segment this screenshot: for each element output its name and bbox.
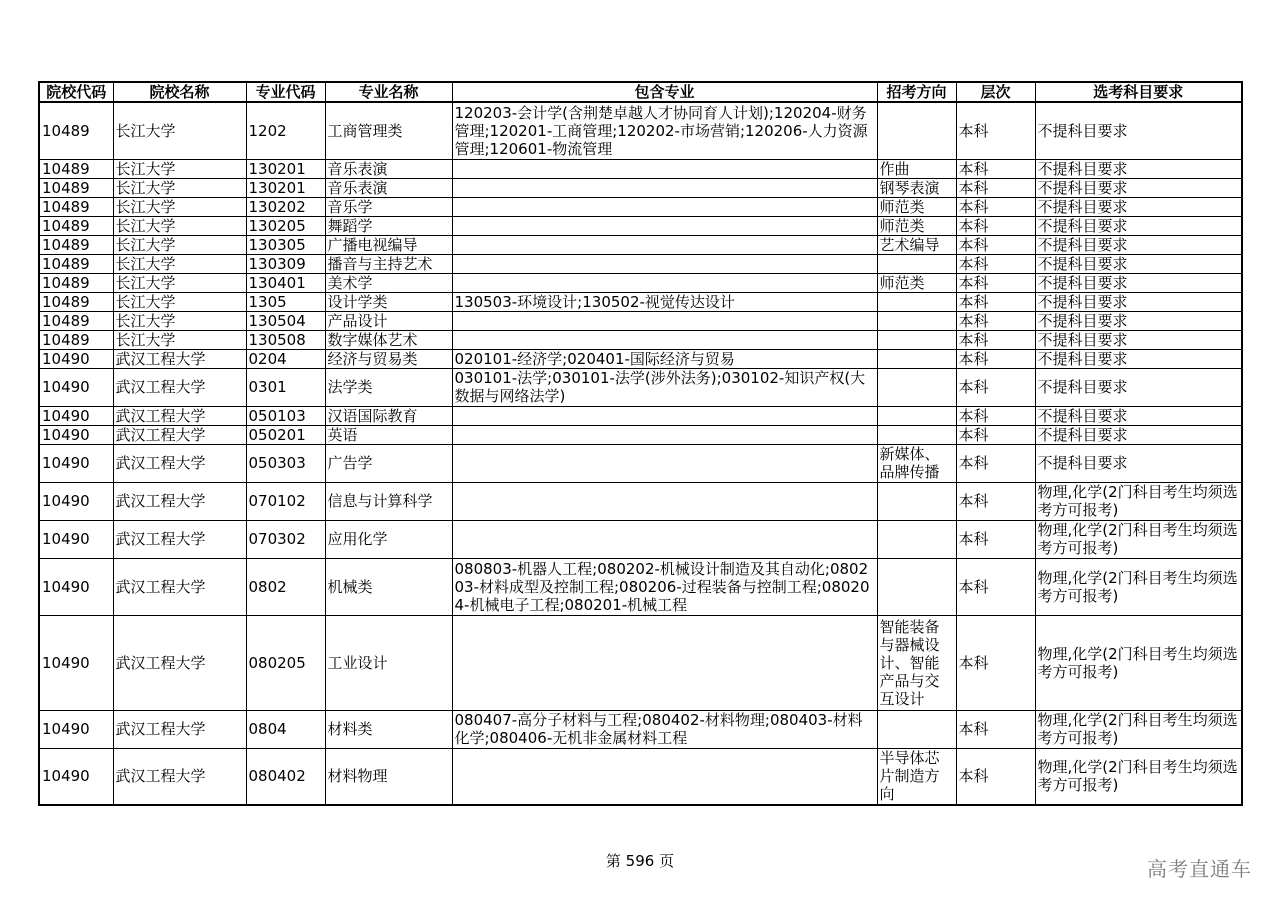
cell-school-code: 10490 bbox=[39, 482, 113, 520]
cell-included-majors bbox=[452, 273, 877, 292]
cell-subject-requirement: 物理,化学(2门科目考生均须选考方可报考) bbox=[1035, 710, 1242, 748]
table-row bbox=[39, 197, 1242, 216]
cell-direction bbox=[877, 311, 956, 330]
cell-level: 本科 bbox=[956, 482, 1035, 520]
cell-level: 本科 bbox=[956, 615, 1035, 710]
table-row bbox=[39, 710, 1242, 748]
cell-school-code: 10490 bbox=[39, 615, 113, 710]
cell-subject-requirement: 物理,化学(2门科目考生均须选考方可报考) bbox=[1035, 558, 1242, 615]
cell-subject-requirement: 不提科目要求 bbox=[1035, 235, 1242, 254]
cell-major-code: 070102 bbox=[246, 482, 325, 520]
cell-major-name: 汉语国际教育 bbox=[325, 406, 452, 425]
cell-subject-requirement: 不提科目要求 bbox=[1035, 254, 1242, 273]
cell-school-code: 10489 bbox=[39, 273, 113, 292]
cell-level: 本科 bbox=[956, 520, 1035, 558]
cell-subject-requirement: 不提科目要求 bbox=[1035, 406, 1242, 425]
table-row bbox=[39, 520, 1242, 558]
cell-major-code: 130205 bbox=[246, 216, 325, 235]
cell-included-majors bbox=[452, 178, 877, 197]
cell-major-code: 050201 bbox=[246, 425, 325, 444]
cell-subject-requirement: 不提科目要求 bbox=[1035, 349, 1242, 368]
cell-school-name: 长江大学 bbox=[113, 273, 246, 292]
cell-school-code: 10489 bbox=[39, 235, 113, 254]
cell-school-name: 武汉工程大学 bbox=[113, 710, 246, 748]
cell-subject-requirement: 不提科目要求 bbox=[1035, 178, 1242, 197]
table-row bbox=[39, 406, 1242, 425]
cell-included-majors bbox=[452, 406, 877, 425]
cell-subject-requirement: 不提科目要求 bbox=[1035, 216, 1242, 235]
cell-major-name: 广告学 bbox=[325, 444, 452, 482]
cell-direction: 智能装备与器械设计、智能产品与交互设计 bbox=[877, 615, 956, 710]
cell-level: 本科 bbox=[956, 406, 1035, 425]
cell-included-majors: 120203-会计学(含荆楚卓越人才协同育人计划);120204-财务管理;120201-工商管理;120202-市场营销;120206-人力资源管理;120601-物流管理 bbox=[452, 102, 877, 159]
table-row bbox=[39, 292, 1242, 311]
cell-school-name: 武汉工程大学 bbox=[113, 748, 246, 805]
cell-major-name: 设计学类 bbox=[325, 292, 452, 311]
cell-major-code: 050103 bbox=[246, 406, 325, 425]
page-number: 第 596 页 bbox=[605, 852, 675, 870]
cell-major-name: 工业设计 bbox=[325, 615, 452, 710]
table-row bbox=[39, 311, 1242, 330]
cell-level: 本科 bbox=[956, 159, 1035, 178]
cell-school-code: 10490 bbox=[39, 558, 113, 615]
cell-major-name: 信息与计算科学 bbox=[325, 482, 452, 520]
cell-major-code: 130201 bbox=[246, 178, 325, 197]
table-row bbox=[39, 425, 1242, 444]
cell-direction bbox=[877, 406, 956, 425]
cell-school-code: 10489 bbox=[39, 330, 113, 349]
watermark: 高考直通车 bbox=[1147, 857, 1252, 881]
cell-level: 本科 bbox=[956, 292, 1035, 311]
cell-major-code: 0802 bbox=[246, 558, 325, 615]
cell-school-name: 长江大学 bbox=[113, 330, 246, 349]
cell-school-code: 10489 bbox=[39, 197, 113, 216]
cell-subject-requirement: 不提科目要求 bbox=[1035, 197, 1242, 216]
cell-major-name: 英语 bbox=[325, 425, 452, 444]
cell-included-majors bbox=[452, 748, 877, 805]
cell-school-name: 武汉工程大学 bbox=[113, 349, 246, 368]
col-level: 层次 bbox=[956, 82, 1035, 102]
cell-included-majors bbox=[452, 520, 877, 558]
table-row bbox=[39, 330, 1242, 349]
table-row bbox=[39, 482, 1242, 520]
cell-major-code: 1202 bbox=[246, 102, 325, 159]
cell-major-code: 050303 bbox=[246, 444, 325, 482]
cell-included-majors bbox=[452, 311, 877, 330]
cell-direction bbox=[877, 349, 956, 368]
cell-major-code: 080205 bbox=[246, 615, 325, 710]
cell-direction bbox=[877, 710, 956, 748]
cell-direction: 钢琴表演 bbox=[877, 178, 956, 197]
col-subject-requirement: 选考科目要求 bbox=[1035, 82, 1242, 102]
cell-major-code: 130504 bbox=[246, 311, 325, 330]
cell-school-code: 10490 bbox=[39, 425, 113, 444]
admissions-table bbox=[38, 81, 1243, 806]
cell-school-name: 武汉工程大学 bbox=[113, 444, 246, 482]
cell-subject-requirement: 不提科目要求 bbox=[1035, 159, 1242, 178]
table-row bbox=[39, 102, 1242, 159]
cell-direction bbox=[877, 558, 956, 615]
cell-subject-requirement: 物理,化学(2门科目考生均须选考方可报考) bbox=[1035, 482, 1242, 520]
cell-level: 本科 bbox=[956, 368, 1035, 406]
cell-included-majors: 080407-高分子材料与工程;080402-材料物理;080403-材料化学;080406-无机非金属材料工程 bbox=[452, 710, 877, 748]
cell-included-majors bbox=[452, 159, 877, 178]
cell-included-majors: 030101-法学;030101-法学(涉外法务);030102-知识产权(大数据与网络法学) bbox=[452, 368, 877, 406]
cell-subject-requirement: 不提科目要求 bbox=[1035, 292, 1242, 311]
cell-level: 本科 bbox=[956, 235, 1035, 254]
cell-direction: 师范类 bbox=[877, 197, 956, 216]
cell-subject-requirement: 不提科目要求 bbox=[1035, 311, 1242, 330]
cell-major-name: 广播电视编导 bbox=[325, 235, 452, 254]
cell-school-code: 10489 bbox=[39, 254, 113, 273]
cell-subject-requirement: 不提科目要求 bbox=[1035, 273, 1242, 292]
table-row bbox=[39, 216, 1242, 235]
table-row bbox=[39, 368, 1242, 406]
cell-major-code: 1305 bbox=[246, 292, 325, 311]
cell-included-majors bbox=[452, 444, 877, 482]
col-major-code: 专业代码 bbox=[246, 82, 325, 102]
cell-major-code: 0301 bbox=[246, 368, 325, 406]
cell-major-code: 130201 bbox=[246, 159, 325, 178]
cell-direction bbox=[877, 368, 956, 406]
cell-school-code: 10490 bbox=[39, 406, 113, 425]
cell-major-name: 美术学 bbox=[325, 273, 452, 292]
cell-level: 本科 bbox=[956, 330, 1035, 349]
cell-subject-requirement: 物理,化学(2门科目考生均须选考方可报考) bbox=[1035, 615, 1242, 710]
header-row bbox=[39, 82, 1242, 102]
cell-direction bbox=[877, 254, 956, 273]
table-body bbox=[39, 102, 1242, 805]
cell-school-code: 10489 bbox=[39, 159, 113, 178]
table-row bbox=[39, 748, 1242, 805]
cell-included-majors bbox=[452, 482, 877, 520]
cell-level: 本科 bbox=[956, 254, 1035, 273]
cell-major-code: 080402 bbox=[246, 748, 325, 805]
cell-included-majors: 020101-经济学;020401-国际经济与贸易 bbox=[452, 349, 877, 368]
cell-school-code: 10489 bbox=[39, 178, 113, 197]
cell-direction bbox=[877, 425, 956, 444]
cell-subject-requirement: 不提科目要求 bbox=[1035, 330, 1242, 349]
cell-major-code: 130508 bbox=[246, 330, 325, 349]
cell-major-name: 材料类 bbox=[325, 710, 452, 748]
cell-major-name: 舞蹈学 bbox=[325, 216, 452, 235]
cell-direction bbox=[877, 520, 956, 558]
cell-major-name: 应用化学 bbox=[325, 520, 452, 558]
table-row bbox=[39, 235, 1242, 254]
cell-level: 本科 bbox=[956, 311, 1035, 330]
cell-school-name: 武汉工程大学 bbox=[113, 558, 246, 615]
table-row bbox=[39, 159, 1242, 178]
cell-included-majors: 080803-机器人工程;080202-机械设计制造及其自动化;080203-材料成型及控制工程;080206-过程装备与控制工程;080204-机械电子工程;080201-机械工程 bbox=[452, 558, 877, 615]
cell-direction: 师范类 bbox=[877, 273, 956, 292]
cell-school-name: 长江大学 bbox=[113, 216, 246, 235]
cell-subject-requirement: 不提科目要求 bbox=[1035, 425, 1242, 444]
cell-major-code: 130305 bbox=[246, 235, 325, 254]
cell-direction bbox=[877, 330, 956, 349]
cell-level: 本科 bbox=[956, 102, 1035, 159]
col-included-majors: 包含专业 bbox=[452, 82, 877, 102]
cell-school-code: 10490 bbox=[39, 520, 113, 558]
cell-direction: 新媒体、品牌传播 bbox=[877, 444, 956, 482]
cell-direction: 作曲 bbox=[877, 159, 956, 178]
table-row bbox=[39, 615, 1242, 710]
cell-level: 本科 bbox=[956, 444, 1035, 482]
cell-school-code: 10489 bbox=[39, 216, 113, 235]
cell-major-name: 产品设计 bbox=[325, 311, 452, 330]
cell-included-majors: 130503-环境设计;130502-视觉传达设计 bbox=[452, 292, 877, 311]
table-row bbox=[39, 558, 1242, 615]
cell-school-code: 10490 bbox=[39, 444, 113, 482]
cell-level: 本科 bbox=[956, 349, 1035, 368]
cell-direction bbox=[877, 102, 956, 159]
cell-included-majors bbox=[452, 425, 877, 444]
cell-school-name: 武汉工程大学 bbox=[113, 482, 246, 520]
table-row bbox=[39, 349, 1242, 368]
col-major-name: 专业名称 bbox=[325, 82, 452, 102]
cell-direction: 半导体芯片制造方向 bbox=[877, 748, 956, 805]
cell-level: 本科 bbox=[956, 178, 1035, 197]
cell-school-name: 武汉工程大学 bbox=[113, 615, 246, 710]
cell-level: 本科 bbox=[956, 216, 1035, 235]
cell-school-code: 10489 bbox=[39, 292, 113, 311]
cell-major-name: 音乐学 bbox=[325, 197, 452, 216]
cell-subject-requirement: 物理,化学(2门科目考生均须选考方可报考) bbox=[1035, 748, 1242, 805]
cell-level: 本科 bbox=[956, 710, 1035, 748]
cell-school-name: 长江大学 bbox=[113, 292, 246, 311]
cell-level: 本科 bbox=[956, 748, 1035, 805]
cell-subject-requirement: 不提科目要求 bbox=[1035, 102, 1242, 159]
cell-included-majors bbox=[452, 330, 877, 349]
cell-subject-requirement: 不提科目要求 bbox=[1035, 368, 1242, 406]
cell-school-code: 10490 bbox=[39, 710, 113, 748]
cell-school-name: 武汉工程大学 bbox=[113, 406, 246, 425]
cell-major-name: 法学类 bbox=[325, 368, 452, 406]
col-direction: 招考方向 bbox=[877, 82, 956, 102]
cell-school-name: 长江大学 bbox=[113, 311, 246, 330]
cell-subject-requirement: 不提科目要求 bbox=[1035, 444, 1242, 482]
cell-major-code: 0804 bbox=[246, 710, 325, 748]
cell-level: 本科 bbox=[956, 197, 1035, 216]
cell-school-name: 武汉工程大学 bbox=[113, 425, 246, 444]
cell-direction: 师范类 bbox=[877, 216, 956, 235]
cell-level: 本科 bbox=[956, 425, 1035, 444]
cell-major-code: 130401 bbox=[246, 273, 325, 292]
cell-major-name: 播音与主持艺术 bbox=[325, 254, 452, 273]
cell-subject-requirement: 物理,化学(2门科目考生均须选考方可报考) bbox=[1035, 520, 1242, 558]
cell-major-code: 070302 bbox=[246, 520, 325, 558]
table-row bbox=[39, 254, 1242, 273]
table-row bbox=[39, 178, 1242, 197]
cell-school-name: 长江大学 bbox=[113, 254, 246, 273]
cell-major-name: 机械类 bbox=[325, 558, 452, 615]
cell-level: 本科 bbox=[956, 273, 1035, 292]
col-school-name: 院校名称 bbox=[113, 82, 246, 102]
cell-major-code: 130309 bbox=[246, 254, 325, 273]
table-row bbox=[39, 273, 1242, 292]
cell-major-name: 音乐表演 bbox=[325, 178, 452, 197]
cell-major-name: 经济与贸易类 bbox=[325, 349, 452, 368]
cell-major-name: 音乐表演 bbox=[325, 159, 452, 178]
table-row bbox=[39, 444, 1242, 482]
cell-school-name: 武汉工程大学 bbox=[113, 520, 246, 558]
cell-direction bbox=[877, 482, 956, 520]
cell-school-name: 长江大学 bbox=[113, 197, 246, 216]
cell-school-code: 10489 bbox=[39, 311, 113, 330]
cell-major-code: 130202 bbox=[246, 197, 325, 216]
col-school-code: 院校代码 bbox=[39, 82, 113, 102]
cell-major-name: 工商管理类 bbox=[325, 102, 452, 159]
cell-school-code: 10489 bbox=[39, 102, 113, 159]
cell-direction: 艺术编导 bbox=[877, 235, 956, 254]
cell-included-majors bbox=[452, 254, 877, 273]
cell-school-name: 武汉工程大学 bbox=[113, 368, 246, 406]
cell-school-name: 长江大学 bbox=[113, 235, 246, 254]
cell-direction bbox=[877, 292, 956, 311]
cell-included-majors bbox=[452, 235, 877, 254]
cell-school-name: 长江大学 bbox=[113, 102, 246, 159]
cell-school-name: 长江大学 bbox=[113, 178, 246, 197]
cell-major-name: 数字媒体艺术 bbox=[325, 330, 452, 349]
cell-level: 本科 bbox=[956, 558, 1035, 615]
cell-major-code: 0204 bbox=[246, 349, 325, 368]
cell-school-code: 10490 bbox=[39, 349, 113, 368]
cell-major-name: 材料物理 bbox=[325, 748, 452, 805]
cell-school-name: 长江大学 bbox=[113, 159, 246, 178]
cell-included-majors bbox=[452, 216, 877, 235]
cell-school-code: 10490 bbox=[39, 748, 113, 805]
cell-school-code: 10490 bbox=[39, 368, 113, 406]
cell-included-majors bbox=[452, 197, 877, 216]
cell-included-majors bbox=[452, 615, 877, 710]
